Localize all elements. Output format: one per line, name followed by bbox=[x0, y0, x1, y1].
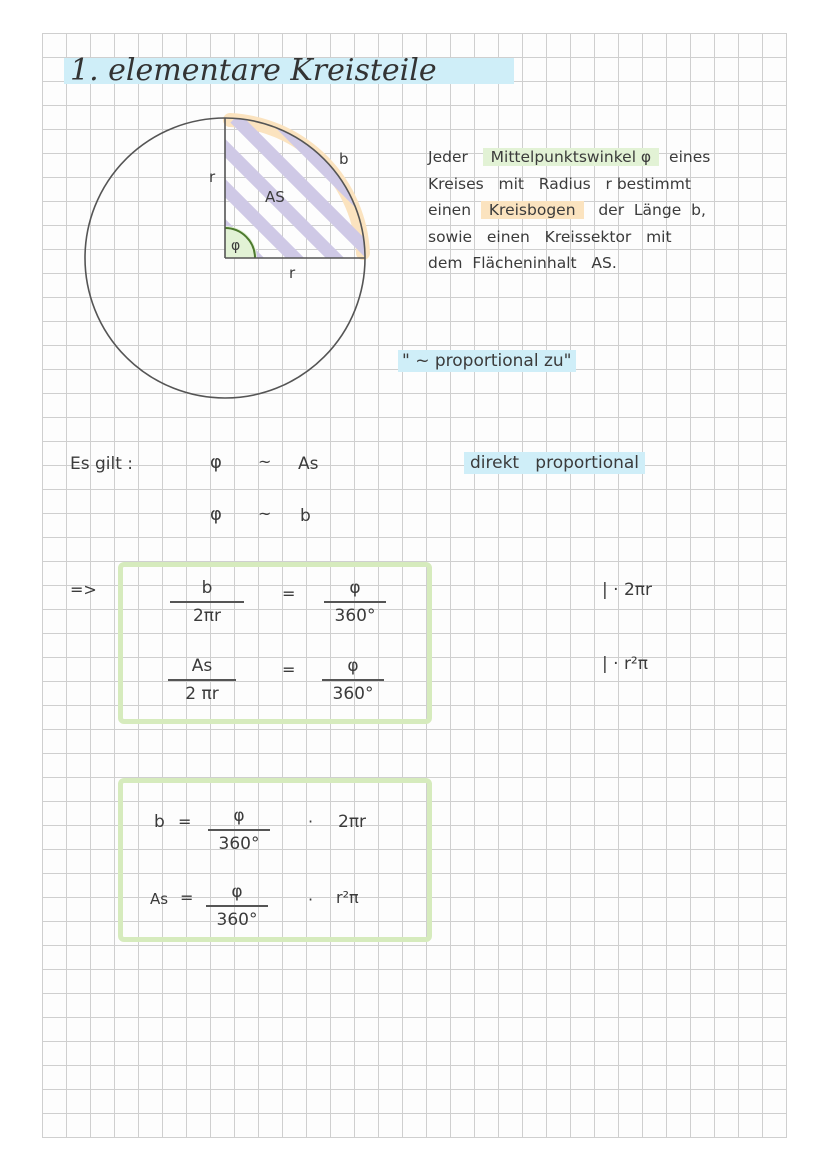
side-note-multiply-2pir: | · 2πr bbox=[602, 580, 652, 600]
box1-eq1-left-fraction: b 2πr bbox=[170, 578, 244, 626]
description-block bbox=[428, 144, 768, 277]
circle-sector-diagram bbox=[65, 98, 385, 418]
label-r-horizontal: r bbox=[289, 264, 296, 282]
label-r-vertical: r bbox=[209, 168, 216, 186]
description-line-1: Jeder Mittelpunktswinkel φ eines bbox=[428, 148, 711, 166]
side-note-multiply-r2pi: | · r²π bbox=[602, 654, 648, 674]
proportional-note: " ~ proportional zu" bbox=[398, 350, 576, 372]
proportion-row2-sym: ~ bbox=[258, 504, 272, 523]
box2-eq1-dot: · bbox=[308, 812, 314, 831]
es-gilt-label: Es gilt : bbox=[70, 454, 134, 474]
label-b: b bbox=[339, 150, 349, 168]
angle-phi-highlight bbox=[225, 226, 257, 258]
box1-eq2-left-fraction: As 2 πr bbox=[168, 656, 236, 704]
box2-eq1-equals: = bbox=[178, 812, 192, 831]
box2-eq2-factor: r²π bbox=[336, 888, 359, 907]
proportion-row1-sym: ~ bbox=[258, 452, 272, 471]
description-line-3: einen Kreisbogen der Länge b, bbox=[428, 201, 706, 219]
implies-arrow: => bbox=[70, 580, 97, 599]
box2-eq1-factor: 2πr bbox=[338, 812, 367, 832]
box2-eq2-equals: = bbox=[180, 888, 194, 907]
box2-eq2-fraction: φ 360° bbox=[206, 882, 268, 930]
box1-eq2-right-fraction: φ 360° bbox=[322, 656, 384, 704]
proportion-row1-left: φ bbox=[210, 452, 222, 473]
description-line-4: sowie einen Kreissektor mit bbox=[428, 227, 672, 246]
label-as: AS bbox=[265, 188, 285, 206]
box2-eq2-lhs: As bbox=[150, 890, 169, 908]
box1-eq1-right-fraction: φ 360° bbox=[324, 578, 386, 626]
page-title: 1. elementare Kreisteile bbox=[64, 58, 514, 84]
proportion-row1-right: As bbox=[298, 454, 319, 474]
box2-eq2-dot: · bbox=[308, 890, 314, 909]
description-line-5: dem Flächeninhalt AS. bbox=[428, 254, 617, 272]
label-phi: φ bbox=[231, 238, 241, 254]
proportion-row2-left: φ bbox=[210, 504, 222, 525]
proportion-row2-right: b bbox=[300, 506, 311, 526]
box1-eq2-equals: = bbox=[282, 660, 296, 679]
direct-proportional-label: direkt proportional bbox=[464, 452, 645, 474]
box2-eq1-fraction: φ 360° bbox=[208, 806, 270, 854]
description-line-2: Kreises mit Radius r bestimmt bbox=[428, 174, 691, 193]
result-formulas-box bbox=[118, 778, 432, 942]
box2-eq1-lhs: b bbox=[154, 812, 165, 832]
box1-eq1-equals: = bbox=[282, 584, 296, 603]
